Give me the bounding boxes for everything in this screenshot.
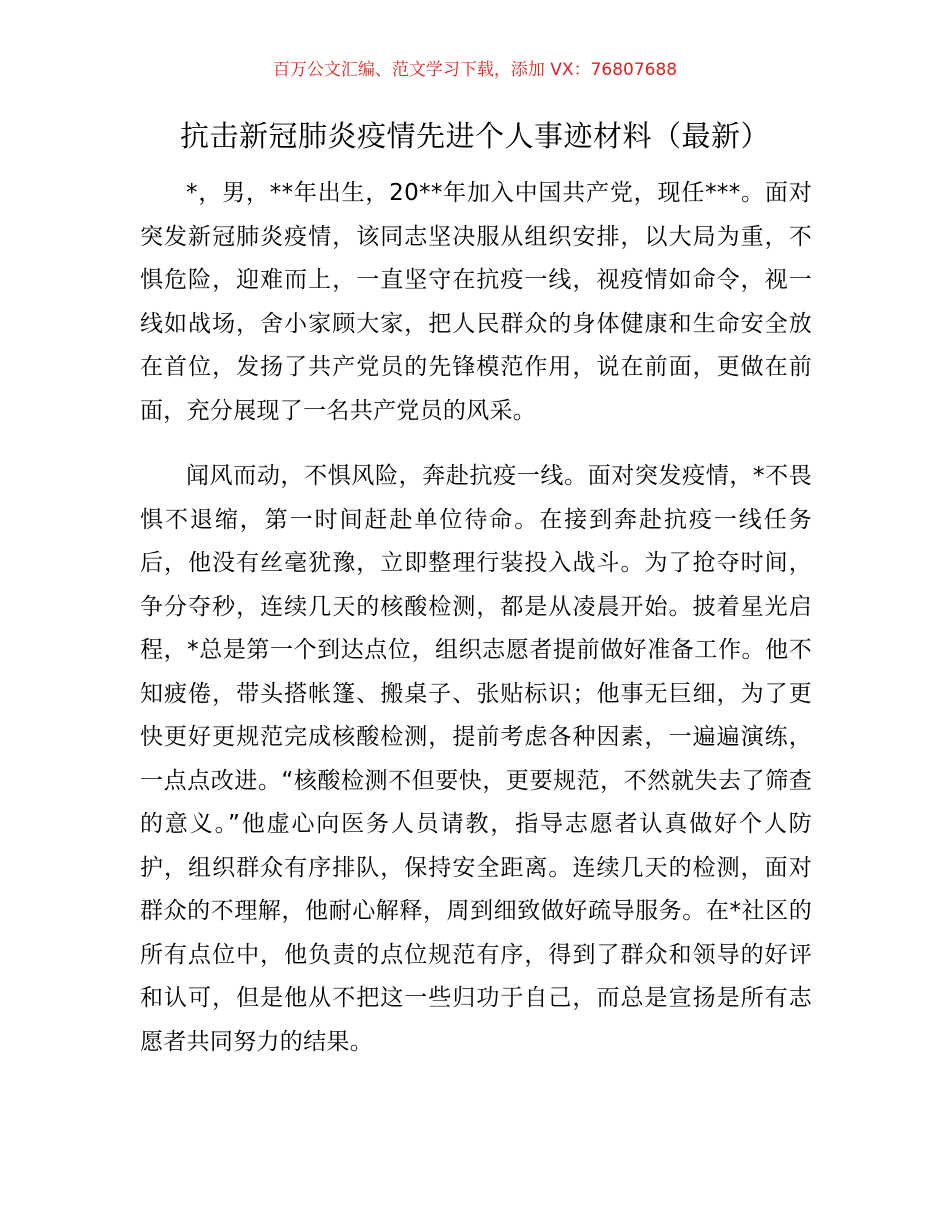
paragraph-1: *，男，**年出生，20**年加入中国共产党，现任***。面对突发新冠肺炎疫情，该同志坚决服从组织安排，以大局为重，不惧危险，迎难而上，一直坚守在抗疫一线，视疫情如命令，视一线如战场，舍小家顾大家，把人民群众的身体健康和生命安全放在首位，发扬了共产党员的先锋模范作用，说在前面，更做在前面，充分展现了一名共产党员的风采。 [140, 180, 812, 424]
header-watermark-note: 百万公文汇编、范文学习下载，添加 VX：76807688 [272, 60, 678, 80]
document-title: 抗击新冠肺炎疫情先进个人事迹材料（最新） [179, 119, 770, 153]
paragraph-2: 闻风而动，不惧风险，奔赴抗疫一线。面对突发疫情，*不畏惧不退缩，第一时间赶赴单位待命。在接到奔赴抗疫一线任务后，他没有丝毫犹豫，立即整理行装投入战斗。为了抢夺时间，争分夺秒，连续几天的核酸检测，都是从凌晨开始。披着星光启程，*总是第一个到达点位，组织志愿者提前做好准备工作。他不知疲倦，带头搭帐篷、搬桌子、张贴标识；他事无巨细，为了更快更好更规范完成核酸检测，提前考虑各种因素，一遍遍演练，一点点改进。“核酸检测不但要快，更要规范，不然就失去了筛查的意义。”他虚心向医务人员请教，指导志愿者认真做好个人防护，组织群众有序排队，保持安全距离。连续几天的检测，面对群众的不理解，他耐心解释，周到细致做好疏导服务。在*社区的所有点位中，他负责的点位规范有序，得到了群众和领导的好评和认可，但是他从不把这一些归功于自己，而总是宣扬是所有志愿者共同努力的结果。 [140, 463, 812, 1055]
document-body [140, 172, 812, 1086]
